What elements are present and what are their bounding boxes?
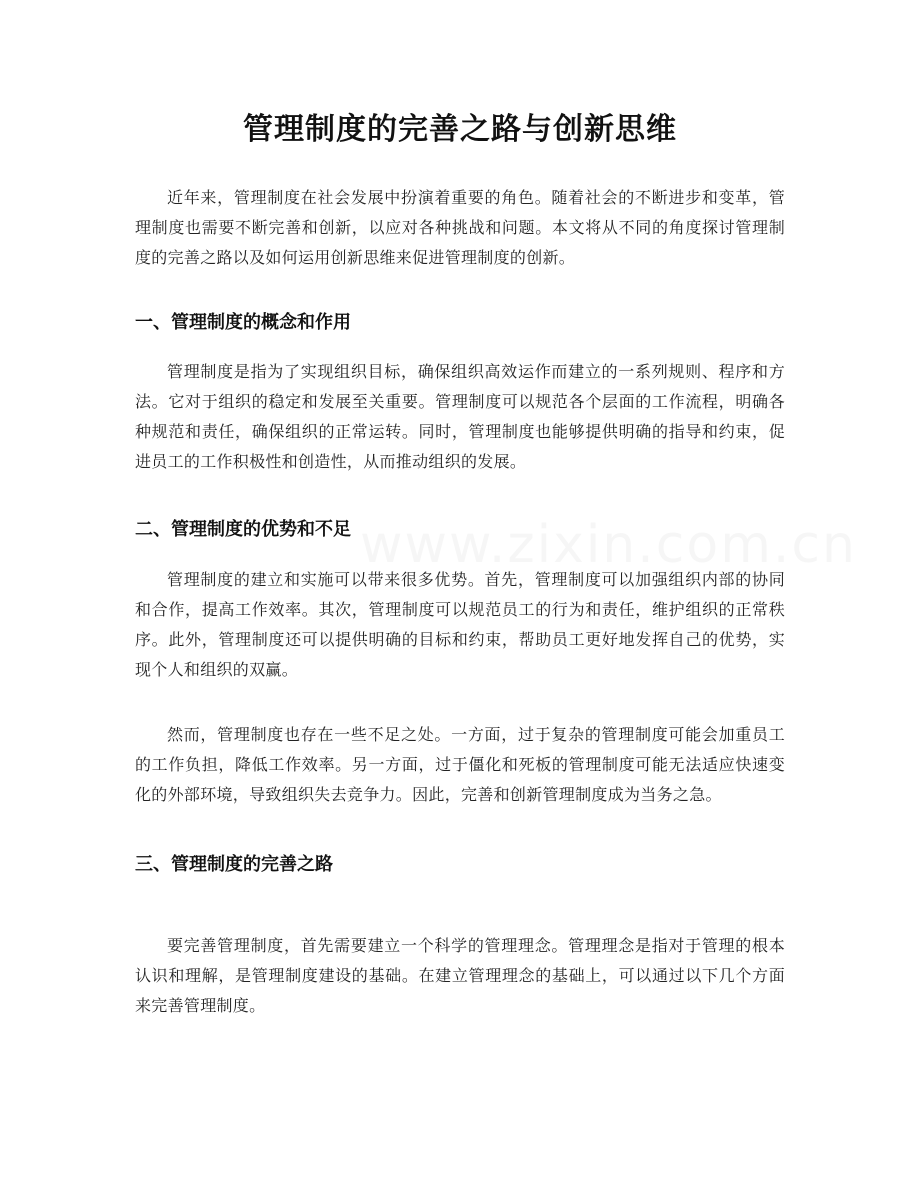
- section-3-paragraph-1: 要完善管理制度，首先需要建立一个科学的管理理念。管理理念是指对于管理的根本认识和理解，是管理制度建设的基础。在建立管理理念的基础上，可以通过以下几个方面来完善管理制度。: [135, 936, 785, 1015]
- section-1-heading: 一、管理制度的概念和作用: [135, 312, 351, 333]
- section-1-paragraph-1: 管理制度是指为了实现组织目标，确保组织高效运作而建立的一系列规则、程序和方法。它对于组织的稳定和发展至关重要。管理制度可以规范各个层面的工作流程，明确各种规范和责任，确保组织的正常运转。同时，管理制度也能够提供明确的指导和约束，促进员工的工作积极性和创造性，从而推动组织的发展。: [135, 362, 785, 471]
- section-2-heading: 二、管理制度的优势和不足: [135, 519, 351, 540]
- watermark: www.zixin.com.cn: [360, 515, 857, 575]
- document-title: 管理制度的完善之路与创新思维: [243, 112, 677, 147]
- section-2-paragraph-1: 管理制度的建立和实施可以带来很多优势。首先，管理制度可以加强组织内部的协同和合作，提高工作效率。其次，管理制度可以规范员工的行为和责任，维护组织的正常秩序。此外，管理制度还可以提供明确的目标和约束，帮助员工更好地发挥自己的优势，实现个人和组织的双赢。: [135, 570, 785, 679]
- section-2-paragraph-2: 然而，管理制度也存在一些不足之处。一方面，过于复杂的管理制度可能会加重员工的工作负担，降低工作效率。另一方面，过于僵化和死板的管理制度可能无法适应快速变化的外部环境，导致组织失去竞争力。因此，完善和创新管理制度成为当务之急。: [135, 725, 785, 804]
- intro-paragraph: 近年来，管理制度在社会发展中扮演着重要的角色。随着社会的不断进步和变革，管理制度也需要不断完善和创新，以应对各种挑战和问题。本文将从不同的角度探讨管理制度的完善之路以及如何运用创新思维来促进管理制度的创新。: [135, 188, 785, 267]
- section-3-heading: 三、管理制度的完善之路: [135, 854, 333, 875]
